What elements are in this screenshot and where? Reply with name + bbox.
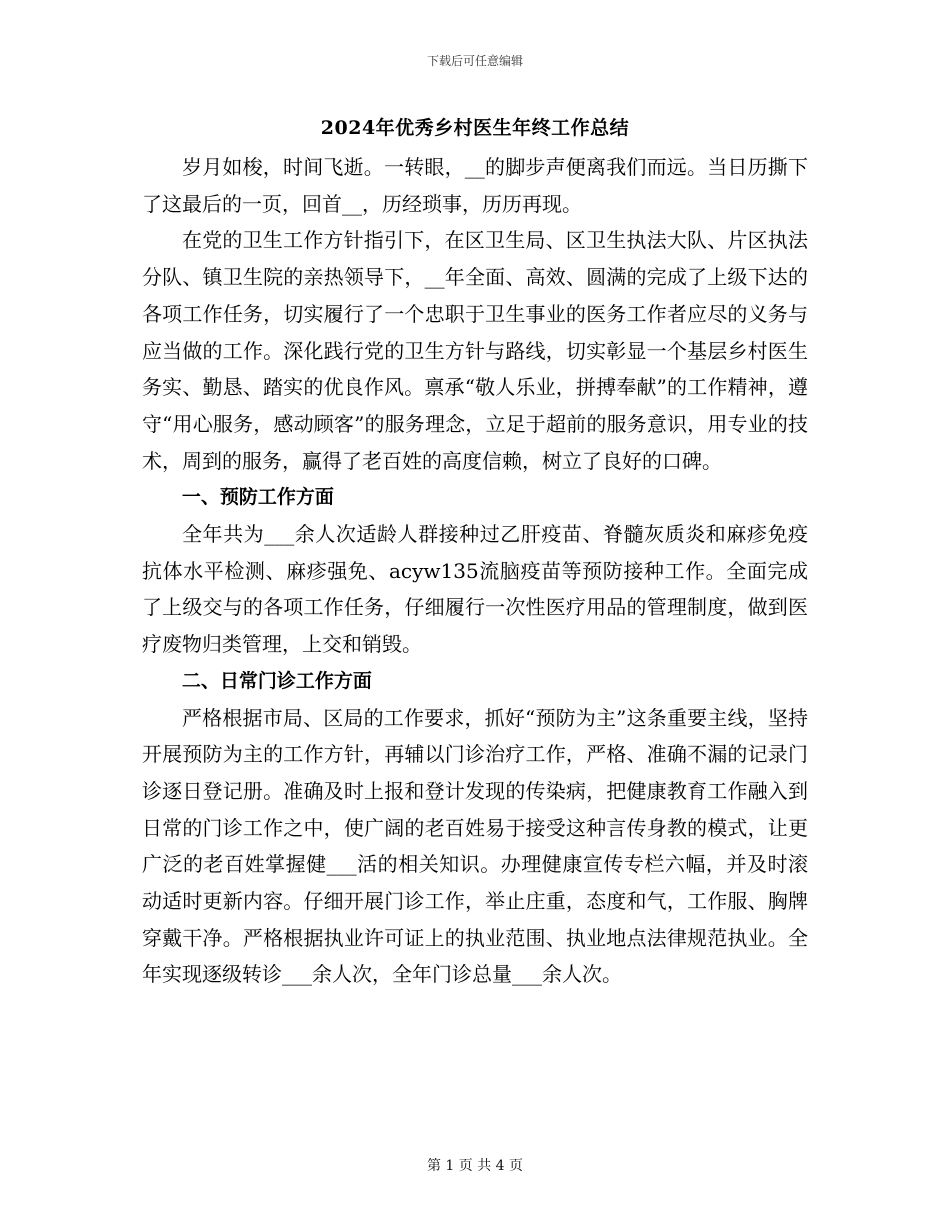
section-paragraph-prevention: 全年共为___余人次适龄人群接种过乙肝疫苗、脊髓灰质炎和麻疹免疫抗体水平检测、麻疹强免、acyw135流脑疫苗等预防接种工作。全面完成了上级交与的各项工作任务，仔细履行一次性医疗用品的管理制度，做到医疗废物归类管理，上交和销毁。 <box>142 522 808 657</box>
intro-paragraph-1: 岁月如梭，时间飞逝。一转眼，__的脚步声便离我们而远。当日历撕下了这最后的一页，回首__，历经琐事，历历再现。 <box>142 155 808 216</box>
section-paragraph-outpatient: 严格根据市局、区局的工作要求，抓好“预防为主”这条重要主线，坚持开展预防为主的工作方针，再辅以门诊治疗工作，严格、准确不漏的记录门诊逐日登记册。准确及时上报和登计发现的传染病，把健康教育工作融入到日常的门诊工作之中，使广阔的老百姓易于接受这种言传身教的模式，让更广泛的老百姓掌握健___活的相关知识。办理健康宣传专栏六幅，并及时滚动适时更新内容。仔细开展门诊工作，举止庄重，态度和气，工作服、胸牌穿戴干净。严格根据执业许可证上的执业范围、执业地点法律规范执业。全年实现逐级转诊___余人次，全年门诊总量___余人次。 <box>142 705 808 987</box>
page-header-note: 下载后可任意编辑 <box>426 54 523 68</box>
document-title: 2024年优秀乡村医生年终工作总结 <box>320 117 630 139</box>
section-heading-prevention: 一、预防工作方面 <box>181 486 334 509</box>
section-heading-outpatient: 二、日常门诊工作方面 <box>181 669 372 692</box>
intro-paragraph-2: 在党的卫生工作方针指引下，在区卫生局、区卫生执法大队、片区执法分队、镇卫生院的亲热领导下，__年全面、高效、圆满的完成了上级下达的各项工作任务，切实履行了一个忠职于卫生事业的医务工作者应尽的义务与应当做的工作。深化践行党的卫生方针与路线，切实彰显一个基层乡村医生务实、勤恳、踏实的优良作风。禀承“敬人乐业，拼搏奉献”的工作精神，遵守“用心服务，感动顾客”的服务理念，立足于超前的服务意识，用专业的技术，周到的服务，赢得了老百姓的高度信赖，树立了良好的口碑。 <box>142 228 808 473</box>
page-footer-number: 第 1 页 共 4 页 <box>426 1158 524 1174</box>
document-body <box>142 149 808 993</box>
